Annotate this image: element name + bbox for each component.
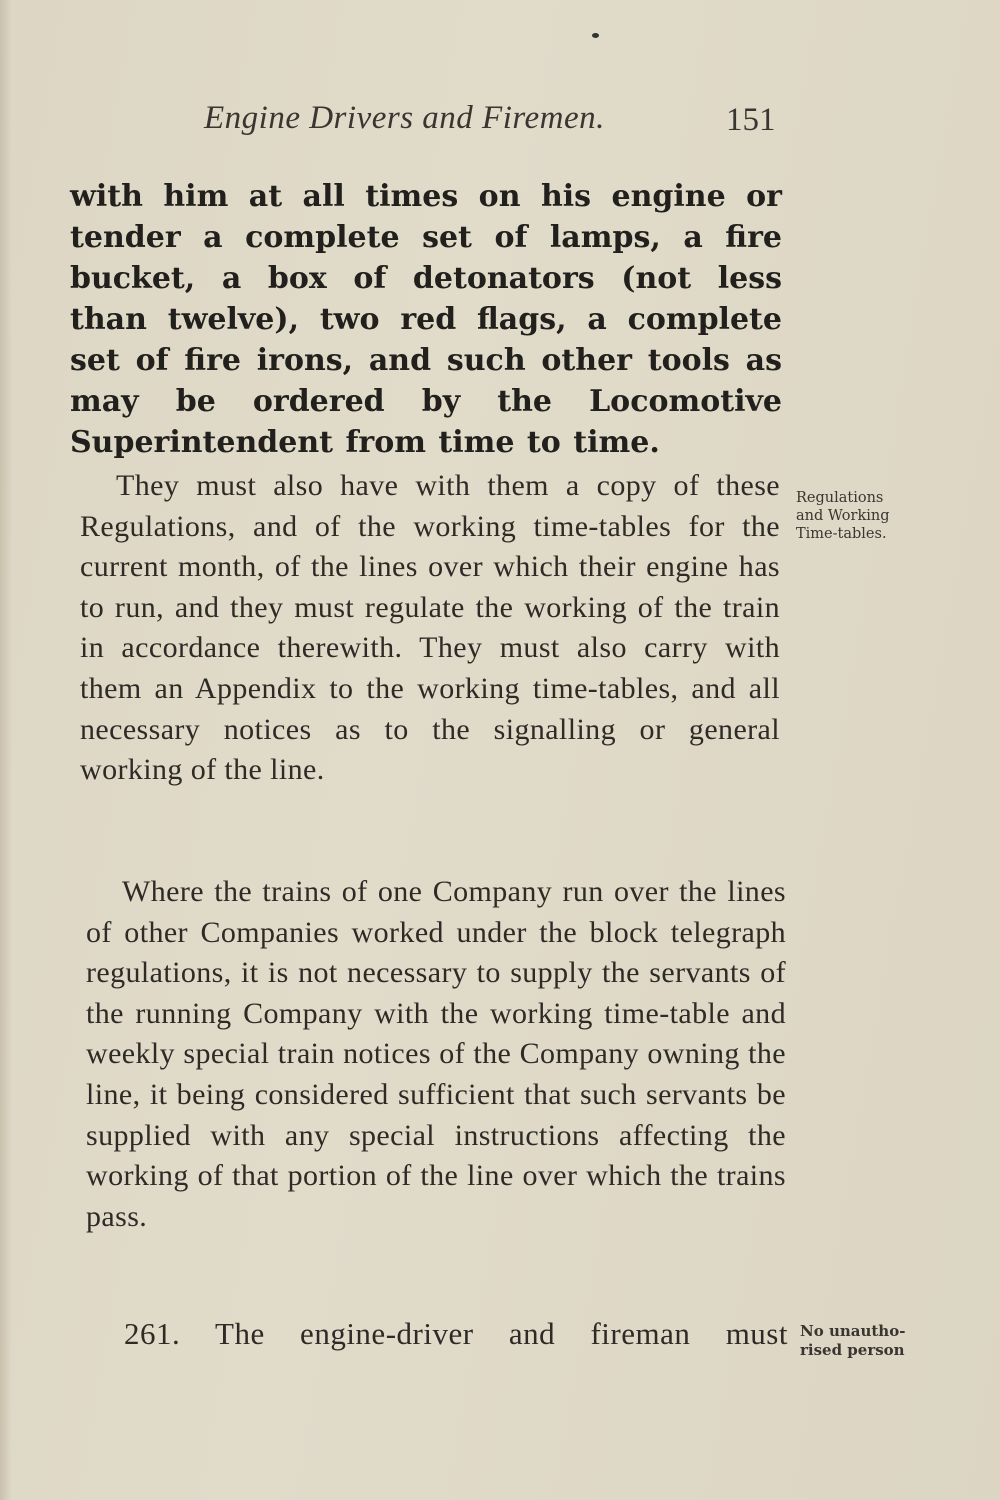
margin-note-line: No unautho- bbox=[800, 1322, 906, 1340]
paragraph-other-companies: Where the trains of one Company run over the lines of other Companies worked under the block telegraph regulations, it is not necessary to supply the servants of the running Company with the working time-table and weekly special train notices of the Company owning the line, it being considered sufficient that such servants be supplied with any special instructions affecting the working of that portion of the line over which the trains pass. bbox=[86, 875, 786, 1233]
margin-note-line: rised person bbox=[800, 1341, 905, 1359]
page-number: 151 bbox=[726, 102, 776, 138]
margin-note-line: Regulations bbox=[796, 490, 884, 506]
margin-note-unauthorised bbox=[800, 1322, 940, 1360]
margin-note-line: and Working bbox=[796, 508, 890, 524]
ink-dot bbox=[592, 33, 599, 38]
section-261-opening: 261. The engine-driver and fireman must bbox=[124, 1316, 788, 1351]
margin-note-line: Time-tables. bbox=[796, 526, 887, 542]
running-title: Engine Drivers and Firemen. bbox=[204, 100, 605, 136]
paragraph-regulations: They must also have with them a copy of these Regulations, and of the working time-tables for the current month, of the lines over which their engine has to run, and they must regulate the working of the train in accordance therewith. They must also carry with them an Appendix to the working time-tables, and all necessary notices as to the signalling or general working of the line. bbox=[80, 469, 780, 787]
page-edge-shadow bbox=[0, 0, 12, 1500]
margin-note-regulations bbox=[796, 489, 936, 543]
bold-continuation-paragraph: with him at all times on his engine or tender a complete set of lamps, a fire bucket, a box of detonators (not less than twelve), two red flags, a complete set of fire irons, and such other tools as may be ordered by the Locomotive Superintendent from time to time. bbox=[70, 179, 782, 460]
